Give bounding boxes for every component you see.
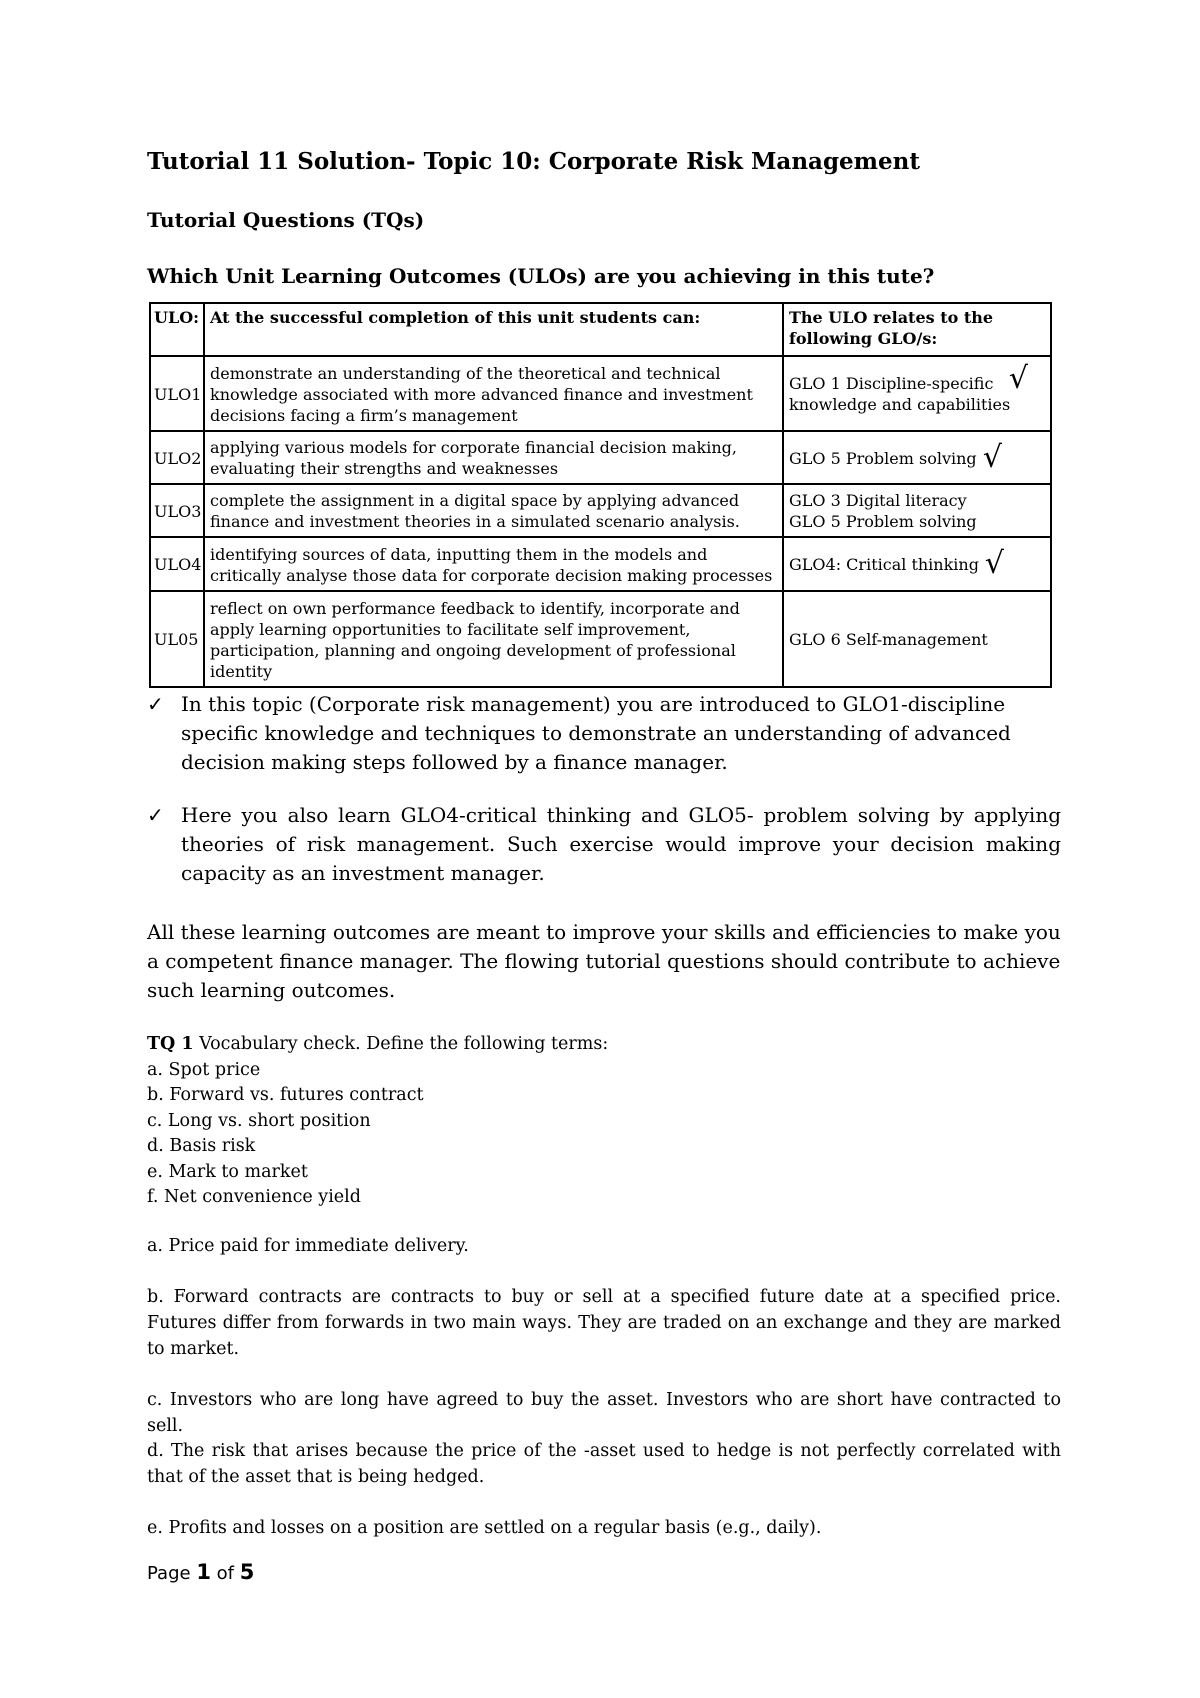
glo-text: GLO 1 Discipline-specific knowledge and capabilities bbox=[789, 374, 1011, 414]
checkmark-icon: ✓ bbox=[147, 803, 164, 827]
header-cell-outcome: At the successful completion of this unit students can: bbox=[204, 303, 783, 356]
checkmark-icon: ✓ bbox=[147, 692, 164, 716]
glo-cell: GLO 6 Self-management bbox=[783, 591, 1051, 687]
table-row bbox=[150, 431, 1051, 484]
term-item: b. Forward vs. futures contract bbox=[147, 1085, 424, 1105]
ulo-table bbox=[149, 302, 1052, 688]
ulo-code: ULO1 bbox=[150, 356, 204, 431]
term-item: a. Spot price bbox=[147, 1059, 261, 1080]
tq1-heading bbox=[147, 1032, 1061, 1058]
section-heading: Tutorial Questions (TQs) bbox=[147, 208, 425, 232]
term-item: e. Mark to market bbox=[147, 1161, 308, 1182]
intro-paragraph: All these learning outcomes are meant to improve your skills and efficiencies to make you a competent finance manager. The flowing tutorial questions should contribute to achieve such learning outcomes. bbox=[147, 920, 1061, 1002]
check-tick-icon: √ bbox=[1008, 361, 1028, 396]
ulo-description: demonstrate an understanding of the theoretical and technical knowledge associated with more advanced finance and investment decisions facing a firm’s management bbox=[204, 356, 783, 431]
footer-page-number: 1 bbox=[196, 1560, 211, 1584]
header-cell-glo: The ULO relates to the following GLO/s: bbox=[783, 303, 1051, 356]
glo-cell bbox=[783, 537, 1051, 591]
tq1-prompt: Vocabulary check. Define the following terms: bbox=[193, 1034, 609, 1054]
ulo-description: identifying sources of data, inputting them in the models and critically analyse those data for corporate decision making processes bbox=[204, 537, 783, 591]
table-row bbox=[150, 591, 1051, 687]
tq1-label: TQ 1 bbox=[147, 1034, 194, 1054]
ulo-code: ULO4 bbox=[150, 537, 204, 591]
ulo-code: ULO3 bbox=[150, 484, 204, 537]
term-item: f. Net convenience yield bbox=[147, 1187, 361, 1207]
answer-paragraph: a. Price paid for immediate delivery. bbox=[147, 1236, 469, 1256]
bullet-text: In this topic (Corporate risk management) you are introduced to GLO1-discipline specific knowledge and techniques to demonstrate an understanding of advanced decision making steps followed by a finance manager. bbox=[181, 692, 1011, 774]
glo-text: GLO 3 Digital literacy bbox=[789, 491, 967, 510]
table-row bbox=[150, 484, 1051, 537]
page-title: Tutorial 11 Solution- Topic 10: Corporate Risk Management bbox=[147, 148, 920, 175]
glo-text: GLO4: Critical thinking bbox=[789, 555, 979, 574]
ulo-code: UL05 bbox=[150, 591, 204, 687]
ulo-question: Which Unit Learning Outcomes (ULOs) are you achieving in this tute? bbox=[147, 264, 935, 288]
glo-cell bbox=[783, 484, 1051, 537]
tq1-block bbox=[147, 1032, 1061, 1211]
bullet-item bbox=[147, 690, 1061, 777]
table-header-row bbox=[150, 303, 1051, 356]
ulo-description: reflect on own performance feedback to identify, incorporate and apply learning opportunities to facilitate self improvement, participation, planning and ongoing development of professional identity bbox=[204, 591, 783, 687]
ulo-description: applying various models for corporate financial decision making, evaluating their strengths and weaknesses bbox=[204, 431, 783, 484]
bullet-item bbox=[147, 801, 1061, 888]
header-cell-ulo: ULO: bbox=[150, 303, 204, 356]
check-tick-icon: √ bbox=[982, 440, 1002, 475]
glo-cell bbox=[783, 431, 1051, 484]
footer-total-pages: 5 bbox=[239, 1560, 255, 1584]
table-row bbox=[150, 537, 1051, 591]
table-row bbox=[150, 356, 1051, 431]
term-item: c. Long vs. short position bbox=[147, 1110, 371, 1131]
ulo-code: ULO2 bbox=[150, 431, 204, 484]
footer-of: of bbox=[210, 1563, 240, 1584]
glo-text: GLO 5 Problem solving bbox=[789, 512, 977, 531]
answer-paragraph: b. Forward contracts are contracts to buy or sell at a specified future date at a specified price. Futures differ from forwards in two main ways. They are traded on an exchange and they are marked to market. bbox=[147, 1287, 1061, 1359]
glo-cell bbox=[783, 356, 1051, 431]
bullet-text: Here you also learn GLO4-critical thinking and GLO5- problem solving by applying theories of risk management. Such exercise would improve your decision making capacity as an investment manager. bbox=[181, 803, 1061, 885]
answer-paragraph: e. Profits and losses on a position are settled on a regular basis (e.g., daily). bbox=[147, 1518, 822, 1538]
page-footer bbox=[147, 1560, 254, 1584]
answer-paragraph: c. Investors who are long have agreed to buy the asset. Investors who are short have contracted to sell. bbox=[147, 1390, 1061, 1436]
check-tick-icon: √ bbox=[984, 546, 1004, 581]
answer-paragraph: d. The risk that arises because the price of the -asset used to hedge is not perfectly correlated with that of the asset that is being hedged. bbox=[147, 1441, 1061, 1487]
ulo-description: complete the assignment in a digital space by applying advanced finance and investment theories in a simulated scenario analysis. bbox=[204, 484, 783, 537]
footer-prefix: Page bbox=[147, 1563, 197, 1584]
glo-text: GLO 5 Problem solving bbox=[789, 448, 977, 468]
term-item: d. Basis risk bbox=[147, 1136, 256, 1156]
